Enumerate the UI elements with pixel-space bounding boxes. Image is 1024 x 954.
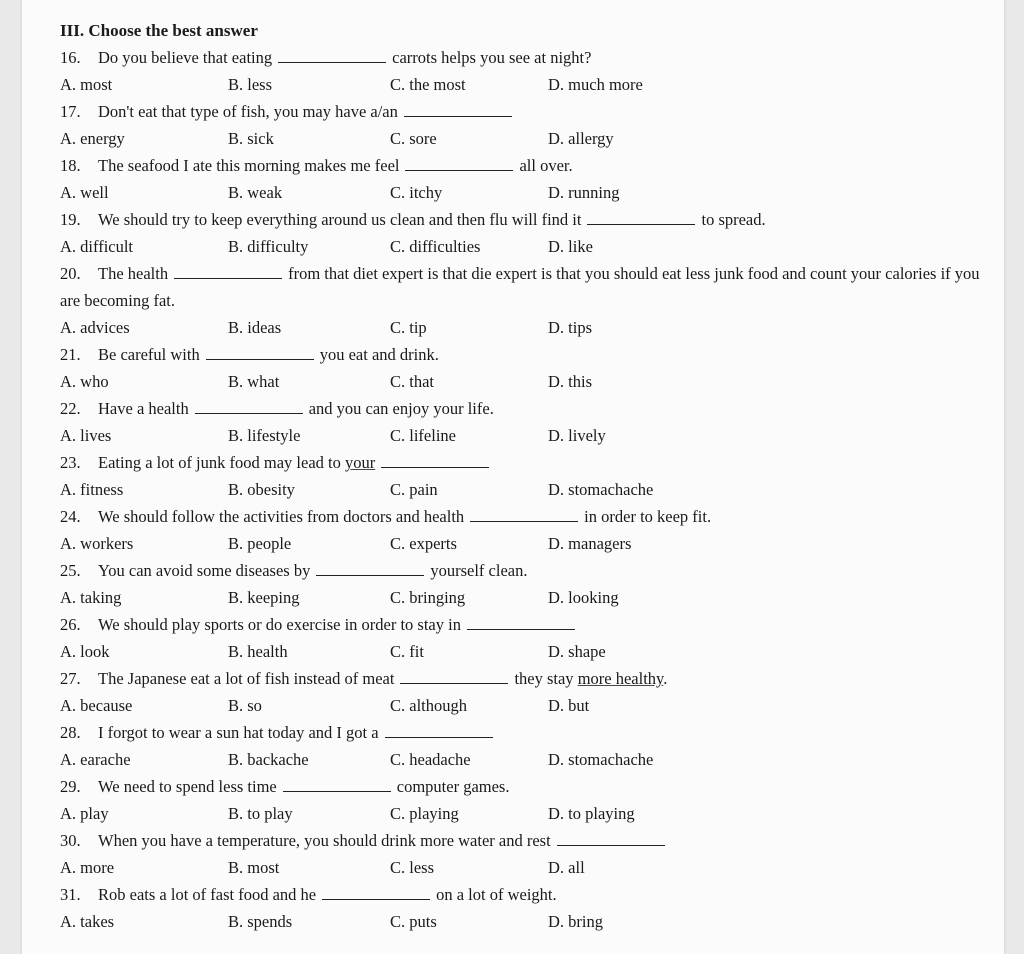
option-d[interactable]: D. allergy [548, 129, 614, 148]
option-c[interactable]: C. experts [390, 534, 457, 553]
answer-options [60, 692, 990, 719]
option-c[interactable]: C. sore [390, 129, 437, 148]
option-a[interactable]: A. play [60, 804, 109, 823]
option-a[interactable]: A. who [60, 372, 109, 391]
question-31 [60, 881, 990, 908]
worksheet-content [60, 18, 990, 935]
option-d[interactable]: D. lively [548, 426, 606, 445]
answer-blank[interactable] [278, 48, 386, 63]
question-text-before: Have a health [98, 399, 189, 418]
option-d[interactable]: D. looking [548, 588, 619, 607]
answer-blank[interactable] [405, 156, 513, 171]
option-b[interactable]: B. lifestyle [228, 426, 301, 445]
answer-blank[interactable] [316, 561, 424, 576]
option-d[interactable]: D. stomachache [548, 480, 654, 499]
option-b[interactable]: B. health [228, 642, 288, 661]
option-a[interactable]: A. workers [60, 534, 134, 553]
option-d[interactable]: D. but [548, 696, 590, 715]
answer-options [60, 530, 990, 557]
option-d[interactable]: D. much more [548, 75, 643, 94]
question-text-after: to spread. [701, 210, 766, 229]
question-text-after: yourself clean. [430, 561, 528, 580]
answer-blank[interactable] [557, 831, 665, 846]
option-d[interactable]: D. shape [548, 642, 606, 661]
question-26 [60, 611, 990, 638]
question-text-before: Be careful with [98, 345, 200, 364]
option-c[interactable]: C. lifeline [390, 426, 456, 445]
question-text-after: in order to keep fit. [584, 507, 712, 526]
answer-blank[interactable] [400, 669, 508, 684]
option-c[interactable]: C. itchy [390, 183, 443, 202]
question-text-before: Rob eats a lot of fast food and he [98, 885, 317, 904]
answer-blank[interactable] [470, 507, 578, 522]
option-c[interactable]: C. less [390, 858, 435, 877]
option-a[interactable]: A. earache [60, 750, 131, 769]
question-text-before: You can avoid some diseases by [98, 561, 311, 580]
answer-options [60, 584, 990, 611]
option-a[interactable]: A. fitness [60, 480, 124, 499]
question-23 [60, 449, 990, 476]
answer-blank[interactable] [385, 723, 493, 738]
question-19 [60, 206, 990, 233]
option-c[interactable]: C. although [390, 696, 467, 715]
question-25 [60, 557, 990, 584]
option-b[interactable]: B. spends [228, 912, 293, 931]
option-b[interactable]: B. to play [228, 804, 293, 823]
option-a[interactable]: A. advices [60, 318, 130, 337]
question-24 [60, 503, 990, 530]
answer-blank[interactable] [206, 345, 314, 360]
option-c[interactable]: C. playing [390, 804, 459, 823]
section-title: III. Choose the best answer [60, 21, 258, 40]
answer-blank[interactable] [381, 453, 489, 468]
question-number: 26. [60, 615, 81, 634]
option-b[interactable]: B. what [228, 372, 280, 391]
answer-blank[interactable] [322, 885, 430, 900]
option-d[interactable]: D. bring [548, 912, 603, 931]
question-number: 29. [60, 777, 81, 796]
option-a[interactable]: A. lives [60, 426, 112, 445]
question-text-after: carrots helps you see at night? [392, 48, 592, 67]
option-d[interactable]: D. this [548, 372, 593, 391]
question-17 [60, 98, 990, 125]
underlined-phrase: more healthy [577, 669, 664, 688]
question-text-before: The seafood I ate this morning makes me feel [98, 156, 400, 175]
question-text-before: The health [98, 264, 169, 283]
underlined-word: your [344, 453, 376, 472]
question-16 [60, 44, 990, 71]
answer-options [60, 314, 990, 341]
question-text-before: We should play sports or do exercise in order to stay in [98, 615, 461, 634]
question-text-after: they stay [514, 669, 574, 688]
option-a[interactable]: A. because [60, 696, 133, 715]
answer-blank[interactable] [404, 102, 512, 117]
option-b[interactable]: B. so [228, 696, 262, 715]
answer-options [60, 368, 990, 395]
option-c[interactable]: C. bringing [390, 588, 466, 607]
question-number: 23. [60, 453, 81, 472]
question-30 [60, 827, 990, 854]
question-text-after: and you can enjoy your life. [308, 399, 494, 418]
question-text-before: The Japanese eat a lot of fish instead of meat [98, 669, 395, 688]
option-b[interactable]: B. less [228, 75, 273, 94]
option-b[interactable]: B. ideas [228, 318, 282, 337]
option-d[interactable]: D. tips [548, 318, 593, 337]
option-d[interactable]: D. to playing [548, 804, 635, 823]
answer-options [60, 233, 990, 260]
question-number: 17. [60, 102, 81, 121]
option-a[interactable]: A. look [60, 642, 110, 661]
question-text-before: Don't eat that type of fish, you may have a/an [98, 102, 398, 121]
question-text-before: I forgot to wear a sun hat today and I got a [98, 723, 379, 742]
answer-blank[interactable] [467, 615, 575, 630]
option-b[interactable]: B. obesity [228, 480, 295, 499]
question-28 [60, 719, 990, 746]
answer-options [60, 71, 990, 98]
option-c[interactable]: C. fit [390, 642, 424, 661]
question-number: 24. [60, 507, 81, 526]
option-b[interactable]: B. difficulty [228, 237, 309, 256]
option-d[interactable]: D. managers [548, 534, 632, 553]
question-22 [60, 395, 990, 422]
option-b[interactable]: B. most [228, 858, 280, 877]
question-text-before: We should try to keep everything around us clean and then flu will find it [98, 210, 582, 229]
question-number: 18. [60, 156, 81, 175]
question-20 [60, 260, 990, 314]
question-number: 19. [60, 210, 81, 229]
question-number: 16. [60, 48, 81, 67]
question-number: 28. [60, 723, 81, 742]
question-text-before: We should follow the activities from doctors and health [98, 507, 465, 526]
question-number: 30. [60, 831, 81, 850]
option-d[interactable]: D. like [548, 237, 593, 256]
answer-options [60, 854, 990, 881]
answer-blank[interactable] [195, 399, 303, 414]
option-d[interactable]: D. all [548, 858, 585, 877]
question-text-before: When you have a temperature, you should drink more water and rest [98, 831, 551, 850]
option-c[interactable]: C. headache [390, 750, 471, 769]
question-29 [60, 773, 990, 800]
question-text-after: on a lot of weight. [436, 885, 557, 904]
question-18 [60, 152, 990, 179]
question-number: 25. [60, 561, 81, 580]
answer-options [60, 746, 990, 773]
question-text-before: We need to spend less time [98, 777, 277, 796]
option-a[interactable]: A. takes [60, 912, 115, 931]
option-d[interactable]: D. stomachache [548, 750, 654, 769]
option-a[interactable]: A. most [60, 75, 113, 94]
question-number: 20. [60, 264, 81, 283]
answer-blank[interactable] [587, 210, 695, 225]
question-number: 31. [60, 885, 81, 904]
answer-options [60, 638, 990, 665]
option-c[interactable]: C. the most [390, 75, 466, 94]
answer-options [60, 800, 990, 827]
question-21 [60, 341, 990, 368]
answer-blank[interactable] [174, 264, 282, 279]
option-c[interactable]: C. puts [390, 912, 437, 931]
question-list [60, 44, 990, 935]
question-text-after: from that diet expert is that die expert is that you should eat less junk food and count your calories if you are becoming fat. [60, 264, 980, 310]
question-text-after: computer games. [396, 777, 510, 796]
option-b[interactable]: B. keeping [228, 588, 300, 607]
question-number: 22. [60, 399, 81, 418]
question-27 [60, 665, 990, 692]
question-number: 21. [60, 345, 81, 364]
option-c[interactable]: C. tip [390, 318, 427, 337]
question-text-before: Eating a lot of junk food may lead to [98, 453, 341, 472]
option-b[interactable]: B. people [228, 534, 292, 553]
question-tail: . [663, 669, 668, 688]
option-b[interactable]: B. sick [228, 129, 274, 148]
answer-options [60, 125, 990, 152]
question-text-after: all over. [519, 156, 573, 175]
option-a[interactable]: A. well [60, 183, 109, 202]
option-d[interactable]: D. running [548, 183, 620, 202]
answer-options [60, 179, 990, 206]
option-c[interactable]: C. that [390, 372, 434, 391]
answer-options [60, 476, 990, 503]
option-a[interactable]: A. energy [60, 129, 125, 148]
question-text-before: Do you believe that eating [98, 48, 273, 67]
option-b[interactable]: B. weak [228, 183, 283, 202]
option-a[interactable]: A. more [60, 858, 115, 877]
worksheet-page [22, 0, 1004, 954]
question-number: 27. [60, 669, 81, 688]
option-a[interactable]: A. difficult [60, 237, 134, 256]
option-c[interactable]: C. difficulties [390, 237, 481, 256]
question-text-after: you eat and drink. [319, 345, 439, 364]
option-c[interactable]: C. pain [390, 480, 438, 499]
answer-options [60, 422, 990, 449]
answer-blank[interactable] [283, 777, 391, 792]
answer-options [60, 908, 990, 935]
option-a[interactable]: A. taking [60, 588, 122, 607]
option-b[interactable]: B. backache [228, 750, 309, 769]
